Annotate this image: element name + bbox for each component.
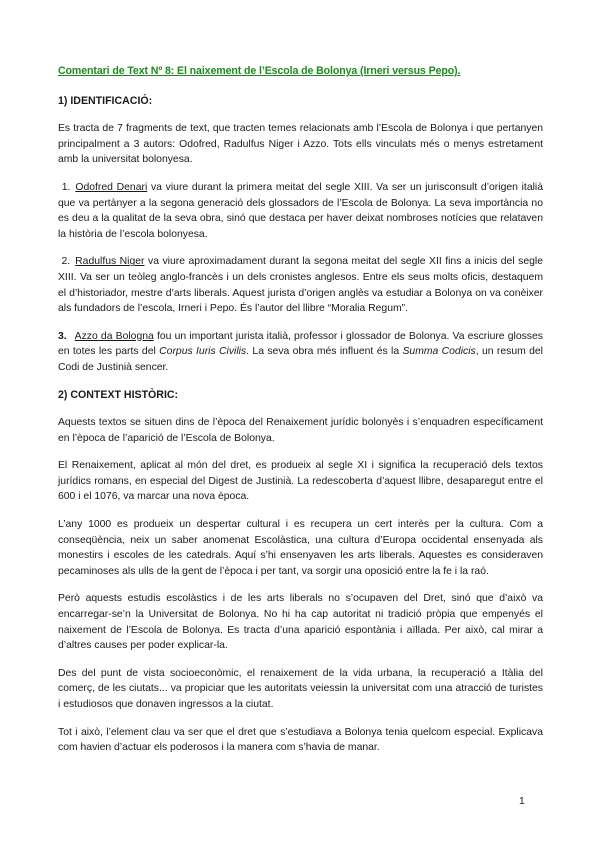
author-paragraph-azzo xyxy=(58,329,543,376)
page-number: 1 xyxy=(519,796,525,807)
document-page xyxy=(58,64,543,768)
list-number: 2. xyxy=(61,256,71,268)
context-paragraph: Des del punt de vista socioeconòmic, el renaixement de la vida urbana, la recuperació a Itàlia del comerç, de les ciutats... va propiciar que les autoritats veiessin la universitat com una atracció de turistes i estudiosos que donaven ingressos a la ciutat. xyxy=(58,667,543,710)
author-name: Radulfus Niger xyxy=(75,256,145,268)
document-title: Comentari de Text Nº 8: El naixement de l’Escola de Bolonya (Irneri versus Pepo). xyxy=(58,65,461,77)
context-paragraph: Aquests textos se situen dins de l’època del Renaixement jurídic bolonyès i s’enquadren específicament en l’època de l’aparició de l’Escola de Bolonya. xyxy=(58,417,543,444)
section-heading-identificacio: 1) IDENTIFICACIÓ: xyxy=(58,94,153,107)
author-name: Odofred Denari xyxy=(75,181,148,193)
intro-paragraph: Es tracta de 7 fragments de text, que tracten temes relacionats amb l’Escola de Bolonya i que pertanyen principalment a 3 autors: Odofred, Radulfus Niger i Azzo. Tots ells vinculats més o menys estretament amb la universitat bolonyesa. xyxy=(58,123,543,166)
list-number: 3. xyxy=(58,330,67,342)
author-paragraph-odofred xyxy=(58,180,543,242)
context-paragraph: El Renaixement, aplicat al món del dret, es produeix al segle XI i significa la recuperació dels textos jurídics romans, en especial del Digest de Justinià. La redescoberta d’aquest llibre, desaparegut entre el 600 i el 1076, va marcar una nova època. xyxy=(58,460,543,503)
context-paragraph: Tot i això, l’element clau va ser que el dret que s’estudiava a Bolonya tenia quelcom especial. Explicava com havien d’actuar els poderosos i la manera com s’havia de manar. xyxy=(58,726,543,754)
section-heading-context: 2) CONTEXT HISTÒRIC: xyxy=(58,388,179,401)
author-text: fou un important jurista italià, professor i glossador de Bolonya. Va escriure glosses en totes les parts del xyxy=(58,330,543,358)
italic-work-title: Corpus Iuris Civilis xyxy=(159,346,247,358)
context-paragraph: Però aquests estudis escolàstics i de les arts liberals no s’ocupaven del Dret, sinó que d’això va encarregar-se’n la Universitat de Bolonya. No hi ha cap autoritat ni tradició pròpia que empenyés el naixement de l’Escola de Bolonya. Es tracta d’una aparició espontània i aïllada. Per això, cal mirar a d’altres causes per poder explicar-la. xyxy=(58,593,543,652)
author-text: , un resum del Codi de Justinià sencer. xyxy=(58,346,543,373)
context-paragraph: L’any 1000 es produeix un despertar cultural i es recupera un cert interès per la cultura. Com a conseqüència, neix un saber anomenat Escolàstica, una cultura d’Europa occidental ensenyada als monestirs i escoles de les catedrals. Aquí s’hi ensenyaven les arts liberals. Aquestes es consideraven pecaminoses als ulls de la gent de l’època i per tant, va sorgir una oposició entre la fe i la raó. xyxy=(58,519,543,577)
list-number: 1. xyxy=(61,181,71,193)
author-text: va viure aproximadament durant la segona meitat del segle XII fins a inicis del segle XIII. Va ser un teòleg anglo-francès i un dels cronistes anglesos. Entre els seus molts oficis, destaquem el d’historiador, mestre d’arts liberals. Aquest jurista d’origen anglès va estudiar a Bolonya on va conèixer als fundadors de l’escola, Irneri i Pepo. És l’autor del llibre “Moralia Regum”. xyxy=(58,256,543,315)
author-paragraph-radulfus xyxy=(58,254,543,316)
author-name: Azzo da Bologna xyxy=(74,330,154,342)
italic-work-title: Summa Codicis xyxy=(402,346,476,358)
author-text: . La seva obra més influent és la xyxy=(246,346,403,358)
author-text: va viure durant la primera meitat del segle XIII. Va ser un jurisconsult d’origen italià que va pertànyer a la segona generació dels glossadors de l’Escola de Bolonya. La seva importància no es deu a la qualitat de la seva obra, sinó que destaca per haver deixat nombroses notícies que relataven la història de l’escola bolonyesa. xyxy=(58,181,543,240)
